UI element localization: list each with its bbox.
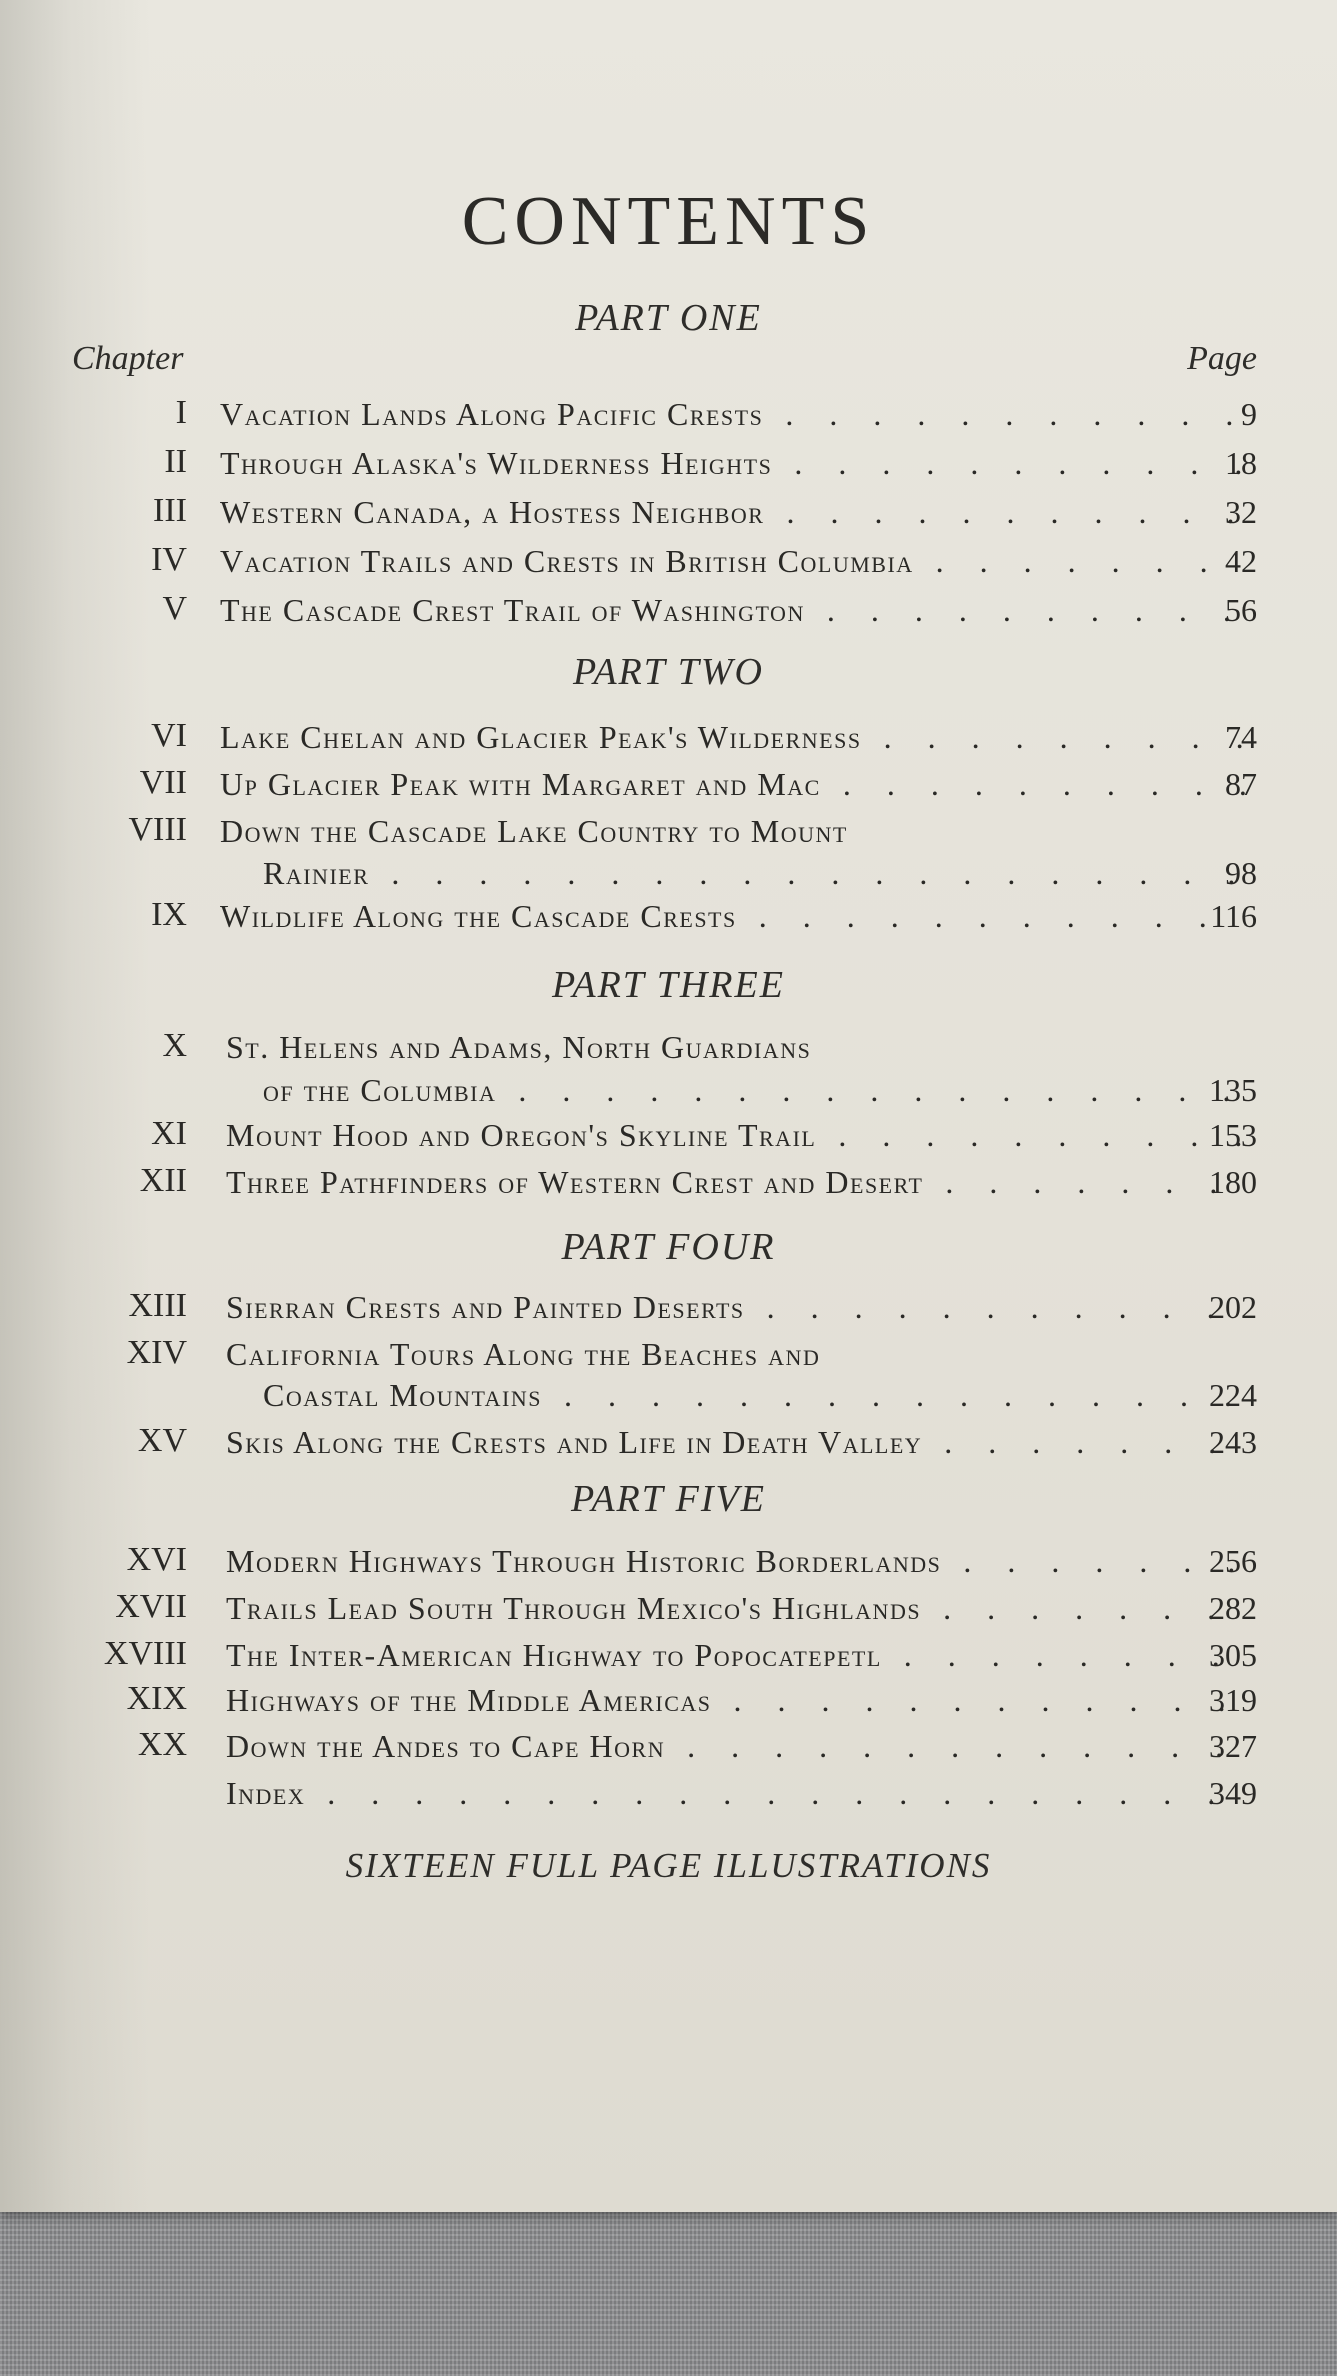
chapter-number: XIV <box>126 1334 187 1371</box>
chapter-title: Up Glacier Peak with Margaret and Mac . . . <box>220 766 1245 803</box>
toc-row-chapter-18[interactable] <box>0 1635 1337 1681</box>
chapter-title-line-1: St. Helens and Adams, North Guardians <box>226 1029 812 1065</box>
chapter-page: 327 <box>1209 1728 1257 1764</box>
part-two-heading: PART TWO <box>573 651 764 693</box>
toc-row-chapter-13[interactable] <box>0 1287 1337 1333</box>
chapter-title-line-1: California Tours Along the Beaches and <box>226 1336 821 1372</box>
toc-row-chapter-3[interactable] <box>0 492 1337 538</box>
toc-row-chapter-20[interactable] <box>0 1726 1337 1772</box>
toc-row-chapter-14-continued[interactable] <box>0 1375 1337 1421</box>
chapter-page: 319 <box>1209 1682 1257 1718</box>
chapter-number: XVII <box>115 1588 187 1625</box>
chapter-title: Mount Hood and Oregon's Skyline Trail . . . <box>226 1117 1245 1154</box>
page-title: CONTENTS <box>461 183 876 260</box>
chapter-number: XII <box>139 1162 187 1199</box>
chapter-number: IV <box>151 541 187 578</box>
index-page: 349 <box>1209 1775 1257 1811</box>
toc-row-chapter-2[interactable] <box>0 443 1337 489</box>
chapter-title: Trails Lead South Through Mexico's Highlands . . . <box>226 1590 1245 1627</box>
toc-row-index[interactable] <box>0 1773 1337 1819</box>
chapter-number: XVI <box>126 1541 187 1578</box>
chapter-title: Modern Highways Through Historic Borderlands . . . <box>226 1543 1245 1580</box>
toc-row-chapter-4[interactable] <box>0 541 1337 587</box>
chapter-page: 56 <box>1225 592 1257 628</box>
chapter-number: I <box>175 394 187 431</box>
chapter-title: Skis Along the Crests and Life in Death Valley . . . <box>226 1424 1245 1461</box>
chapter-title: Vacation Lands Along Pacific Crests . . . <box>220 396 1245 433</box>
chapter-page: 135 <box>1209 1072 1257 1108</box>
toc-row-chapter-19[interactable] <box>0 1680 1337 1726</box>
chapter-title: Highways of the Middle Americas . . . <box>226 1682 1245 1719</box>
toc-row-chapter-8-continued[interactable] <box>0 853 1337 899</box>
chapter-page: 224 <box>1209 1377 1257 1413</box>
chapter-page: 116 <box>1210 898 1257 934</box>
illustrations-note: SIXTEEN FULL PAGE ILLUSTRATIONS <box>345 1846 992 1885</box>
toc-row-chapter-7[interactable] <box>0 764 1337 810</box>
chapter-page: 243 <box>1209 1424 1257 1460</box>
chapter-number: XV <box>137 1422 187 1459</box>
chapter-title: Sierran Crests and Painted Deserts . . . <box>226 1289 1245 1326</box>
toc-row-chapter-10-continued[interactable] <box>0 1070 1337 1116</box>
toc-row-chapter-8[interactable] <box>0 811 1337 857</box>
chapter-title-line-2: Rainier . . . <box>263 855 1245 892</box>
chapter-number: IX <box>151 896 187 933</box>
toc-row-chapter-12[interactable] <box>0 1162 1337 1208</box>
chapter-number: III <box>153 492 187 529</box>
index-title: Index . . . <box>226 1775 1245 1812</box>
toc-row-chapter-6[interactable] <box>0 717 1337 763</box>
fabric-background <box>0 2205 1337 2376</box>
chapter-title-line-2: of the Columbia . . . <box>263 1072 1245 1109</box>
chapter-number: XI <box>151 1115 187 1152</box>
chapter-title: Three Pathfinders of Western Crest and Desert . . . <box>226 1164 1245 1201</box>
toc-row-chapter-5[interactable] <box>0 590 1337 636</box>
toc-row-chapter-10[interactable] <box>0 1027 1337 1073</box>
chapter-number: VII <box>139 764 187 801</box>
toc-row-chapter-14[interactable] <box>0 1334 1337 1380</box>
chapter-page: 305 <box>1209 1637 1257 1673</box>
part-four-heading: PART FOUR <box>561 1226 776 1268</box>
chapter-number: V <box>162 590 187 627</box>
toc-row-chapter-15[interactable] <box>0 1422 1337 1468</box>
chapter-number: XIII <box>128 1287 187 1324</box>
chapter-page: 18 <box>1225 445 1257 481</box>
toc-row-chapter-16[interactable] <box>0 1541 1337 1587</box>
chapter-page: 42 <box>1225 543 1257 579</box>
part-five-heading: PART FIVE <box>571 1478 766 1520</box>
chapter-page: 256 <box>1209 1543 1257 1579</box>
chapter-title: Lake Chelan and Glacier Peak's Wilderness . . . <box>220 719 1245 756</box>
chapter-page: 153 <box>1209 1117 1257 1153</box>
chapter-number: X <box>162 1027 187 1064</box>
chapter-page: 202 <box>1209 1289 1257 1325</box>
toc-row-chapter-11[interactable] <box>0 1115 1337 1161</box>
chapter-page: 87 <box>1225 766 1257 802</box>
page-column-header: Page <box>1187 340 1257 377</box>
chapter-page: 9 <box>1241 396 1257 432</box>
chapter-number: XX <box>137 1726 187 1763</box>
chapter-title: Wildlife Along the Cascade Crests . . . <box>220 898 1245 935</box>
chapter-title-line-1: Down the Cascade Lake Country to Mount <box>220 813 848 849</box>
chapter-number: VI <box>151 717 187 754</box>
chapter-number: XVIII <box>103 1635 187 1672</box>
chapter-title: Western Canada, a Hostess Neighbor . . . <box>220 494 1245 531</box>
chapter-page: 180 <box>1209 1164 1257 1200</box>
chapter-page: 282 <box>1209 1590 1257 1626</box>
chapter-number: VIII <box>128 811 187 848</box>
chapter-title: Down the Andes to Cape Horn . . . <box>226 1728 1245 1765</box>
chapter-title-line-2: Coastal Mountains . . . <box>263 1377 1245 1414</box>
chapter-number: XIX <box>126 1680 187 1717</box>
chapter-page: 98 <box>1225 855 1257 891</box>
chapter-title: The Cascade Crest Trail of Washington . . . <box>220 592 1245 629</box>
toc-row-chapter-9[interactable] <box>0 896 1337 942</box>
chapter-title: Through Alaska's Wilderness Heights . . . <box>220 445 1245 482</box>
chapter-page: 74 <box>1225 719 1257 755</box>
chapter-page: 32 <box>1225 494 1257 530</box>
chapter-title: The Inter-American Highway to Popocatepetl . . . <box>226 1637 1245 1674</box>
part-one-heading: PART ONE <box>575 297 762 339</box>
toc-row-chapter-17[interactable] <box>0 1588 1337 1634</box>
chapter-column-header: Chapter <box>72 340 184 377</box>
chapter-number: II <box>164 443 187 480</box>
part-three-heading: PART THREE <box>552 964 785 1006</box>
chapter-title: Vacation Trails and Crests in British Columbia . . . <box>220 543 1245 580</box>
toc-row-chapter-1[interactable] <box>0 394 1337 440</box>
